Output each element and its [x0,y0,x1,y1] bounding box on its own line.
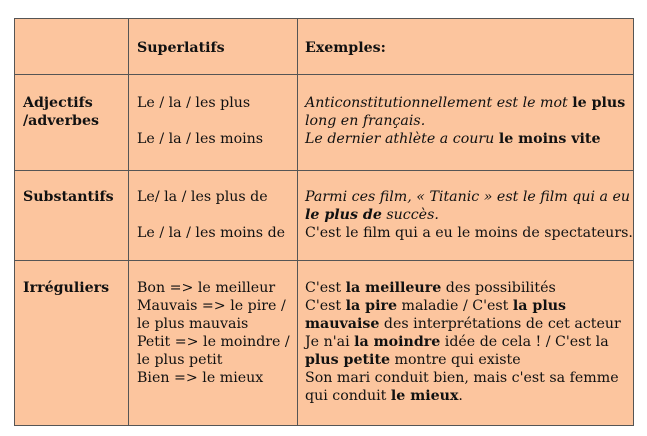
forms-irreguliers [137,279,290,387]
row-label-substantifs: Substantifs [23,189,114,205]
header-exemples: Exemples: [305,40,386,56]
example-line: C'est le film qui a eu le moins de spectateurs. [305,225,633,241]
header-superlatifs: Superlatifs [137,40,225,56]
form-line: Le / la / les moins de [137,225,286,241]
form-line: Le / la / les moins [137,131,264,147]
form-line: le plus mauvais [137,316,249,332]
example-line: C'est la pire maladie / C'est la plus [305,298,567,314]
example-line: Son mari conduit bien, mais c'est sa femme [305,370,619,386]
example-line: long en français. [305,113,426,129]
row-label-irreguliers: Irréguliers [23,280,110,296]
superlatives-table [14,18,634,426]
example-line: plus petite montre qui existe [305,352,521,368]
example-line: mauvaise des interprétations de cet acteur [305,316,621,332]
form-line: Bien => le mieux [137,370,264,386]
example-adjectifs [305,94,625,148]
example-line: le plus de succès. [305,207,439,223]
row-label-adjectifs [23,94,99,130]
example-line: qui conduit le mieux. [305,388,463,404]
row-divider-1 [15,74,633,75]
form-line: Le / la / les plus [137,95,251,111]
row-divider-3 [15,260,633,261]
row-label-line: /adverbes [23,113,99,129]
example-irreguliers [305,279,621,405]
form-line: Bon => le meilleur [137,280,276,296]
example-line: C'est la meilleure des possibilités [305,280,556,296]
example-line: Je n'ai la moindre idée de cela ! / C'est la [305,334,609,350]
row-divider-2 [15,170,633,171]
example-substantifs [305,188,633,242]
form-line: Petit => le moindre / [137,334,290,350]
form-line: Mauvais => le pire / [137,298,286,314]
example-line: Le dernier athlète a couru le moins vite [305,131,601,147]
form-line: Le/ la / les plus de [137,189,268,205]
column-divider-1 [128,19,129,425]
row-label-line: Adjectifs [23,95,93,111]
example-line: Parmi ces film, « Titanic » est le film qui a eu [305,189,630,205]
column-divider-2 [297,19,298,425]
example-line: Anticonstitutionnellement est le mot le plus [305,95,626,111]
form-line: le plus petit [137,352,223,368]
